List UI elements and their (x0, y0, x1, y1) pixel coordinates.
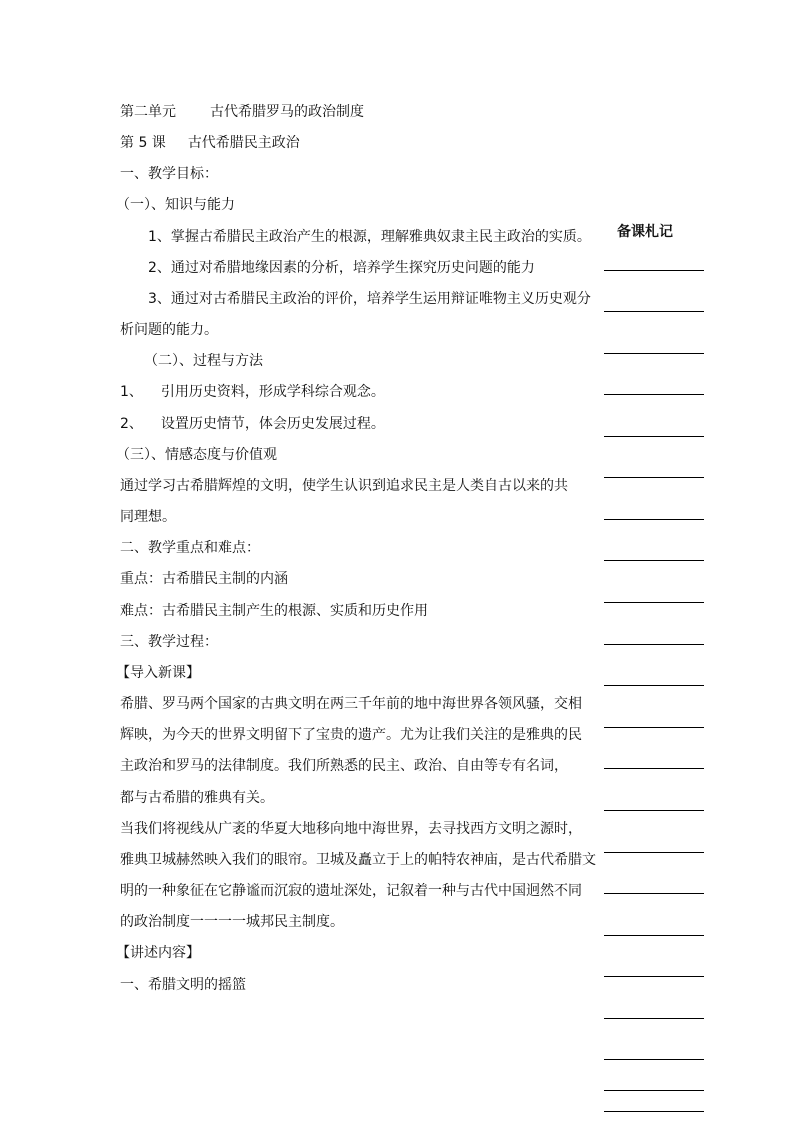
process-item-1-text: 引用历史资料，形成学科综合观念。 (160, 384, 385, 400)
note-line (604, 1090, 704, 1091)
note-line (604, 644, 704, 645)
unit-title: 古代希腊罗马的政治制度 (210, 104, 364, 120)
list-number: 2、 (120, 416, 143, 432)
note-line (604, 353, 704, 354)
note-line (604, 810, 704, 811)
note-line (604, 270, 704, 271)
lesson-label: 第 5 课 (120, 135, 166, 151)
note-line (604, 602, 704, 603)
objective-1: 1、掌握古希腊民主政治产生的根源，理解雅典奴隶主民主政治的实质。 (148, 229, 591, 245)
subsection-values: （三）、情感态度与价值观 (116, 447, 277, 463)
note-line (604, 1059, 704, 1060)
lesson-title: 古代希腊民主政治 (187, 135, 300, 151)
subsection-process: （二）、过程与方法 (144, 353, 263, 369)
unit-label: 第二单元 (120, 104, 176, 120)
section-objectives: 一、教学目标： (120, 166, 218, 182)
sidebar-title: 备课札记 (617, 224, 673, 240)
note-line (604, 519, 704, 520)
subsection-knowledge: （一）、知识与能力 (116, 197, 235, 213)
process-item-1 (120, 382, 385, 402)
lecture-section-1: 一、希腊文明的摇篮 (120, 977, 246, 993)
objective-2: 2、通过对希腊地缘因素的分析，培养学生探究历史问题的能力 (148, 260, 535, 276)
list-number: 1、 (120, 384, 143, 400)
process-item-2-text: 设置历史情节，体会历史发展过程。 (160, 416, 385, 432)
note-line (604, 1111, 704, 1112)
intro-paragraph-2: 雅典卫城赫然映入我们的眼帘。卫城及矗立于上的帕特农神庙，是古代希腊文 (120, 852, 596, 868)
section-process: 三、教学过程： (120, 634, 218, 650)
note-line (604, 1018, 704, 1019)
note-line (604, 935, 704, 936)
note-line (604, 685, 704, 686)
note-line (604, 311, 704, 312)
values-text-cont: 同理想。 (120, 509, 176, 525)
objective-3-cont: 析问题的能力。 (120, 322, 218, 338)
process-item-2 (120, 414, 385, 434)
intro-paragraph-2: 当我们将视线从广袤的华夏大地移向地中海世界，去寻找西方文明之源时， (120, 821, 582, 837)
note-line (604, 768, 704, 769)
note-line (604, 394, 704, 395)
keypoint-difficulty: 难点：古希腊民主制产生的根源、实质和历史作用 (120, 603, 428, 619)
values-text: 通过学习古希腊辉煌的文明，使学生认识到追求民主是人类自古以来的共 (120, 478, 568, 494)
lesson-heading (120, 133, 300, 153)
note-line (604, 893, 704, 894)
intro-paragraph-1: 主政治和罗马的法律制度。我们所熟悉的民主、政治、自由等专有名词， (120, 758, 568, 774)
note-line (604, 852, 704, 853)
lecture-heading: 【讲述内容】 (116, 945, 200, 961)
note-line (604, 436, 704, 437)
intro-paragraph-1: 都与古希腊的雅典有关。 (120, 790, 274, 806)
note-line (604, 560, 704, 561)
objective-3: 3、通过对古希腊民主政治的评价，培养学生运用辩证唯物主义历史观分 (148, 291, 591, 307)
intro-paragraph-2: 的政治制度一一一一城邦民主制度。 (120, 914, 344, 930)
note-line (604, 976, 704, 977)
intro-paragraph-1: 辉映，为今天的世界文明留下了宝贵的遗产。尤为让我们关注的是雅典的民 (120, 727, 582, 743)
keypoint-focus: 重点：古希腊民主制的内涵 (120, 571, 288, 587)
section-keypoints: 二、教学重点和难点： (120, 540, 260, 556)
note-line (604, 727, 704, 728)
intro-heading: 【导入新课】 (116, 665, 200, 681)
intro-paragraph-2: 明的一种象征在它静谧而沉寂的遗址深处，记叙着一种与古代中国迥然不同 (120, 883, 582, 899)
intro-paragraph-1: 希腊、罗马两个国家的古典文明在两三千年前的地中海世界各领风骚，交相 (120, 696, 582, 712)
note-line (604, 477, 704, 478)
unit-heading (120, 102, 364, 122)
